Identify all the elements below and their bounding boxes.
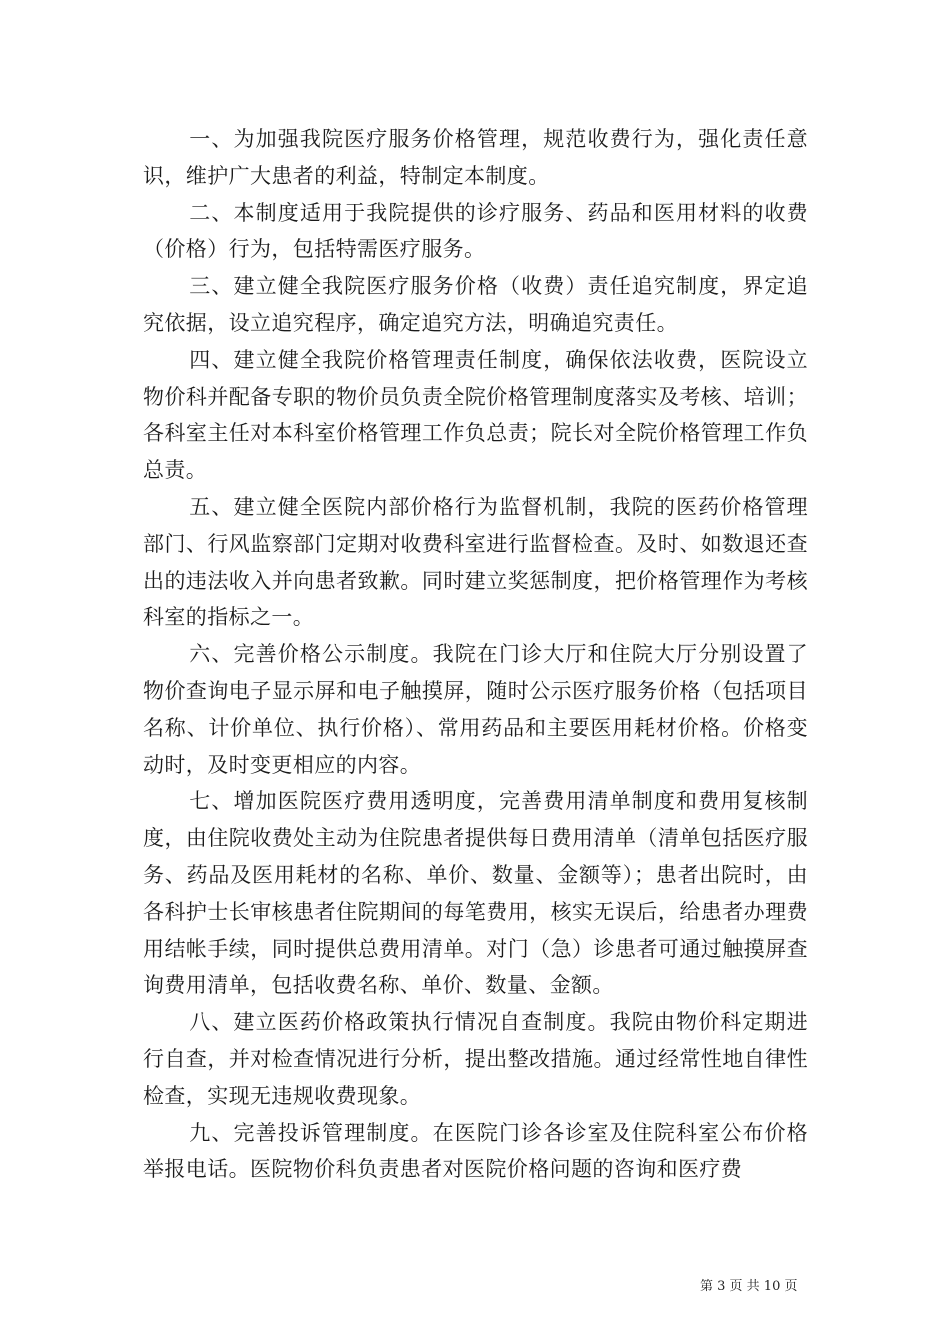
paragraph-1: 一、为加强我院医疗服务价格管理，规范收费行为，强化责任意识，维护广大患者的利益，特制定本制度。: [143, 127, 808, 188]
paragraph-9: 九、完善投诉管理制度。在医院门诊各诊室及住院科室公布价格举报电话。医院物价科负责患者对医院价格问题的咨询和医疗费: [143, 1120, 808, 1182]
paragraph-5: 五、建立健全医院内部价格行为监督机制，我院的医药价格管理部门、行风监察部门定期对收费科室进行监督检查。及时、如数退还查出的违法收入并向患者致歉。同时建立奖惩制度，把价格管理作为考核科室的指标之一。: [143, 494, 808, 630]
paragraph-4: 四、建立健全我院价格管理责任制度，确保依法收费，医院设立物价科并配备专职的物价员负责全院价格管理制度落实及考核、培训；各科室主任对本科室价格管理工作负总责；院长对全院价格管理工作负总责。: [143, 347, 808, 483]
paragraph-6: 六、完善价格公示制度。我院在门诊大厅和住院大厅分别设置了物价查询电子显示屏和电子触摸屏，随时公示医疗服务价格（包括项目名称、计价单位、执行价格）、常用药品和主要医用耗材价格。价格变动时，及时变更相应的内容。: [143, 642, 808, 777]
paragraph-2: 二、本制度适用于我院提供的诊疗服务、药品和医用材料的收费（价格）行为，包括特需医疗服务。: [143, 200, 808, 262]
paragraph-3: 三、建立健全我院医疗服务价格（收费）责任追究制度，界定追究依据，设立追究程序，确定追究方法，明确追究责任。: [143, 274, 808, 335]
page-number-footer: 第 3 页 共 10 页: [700, 1279, 798, 1294]
paragraph-8: 八、建立医药价格政策执行情况自查制度。我院由物价科定期进行自查，并对检查情况进行分析，提出整改措施。通过经常性地自律性检查，实现无违规收费现象。: [143, 1010, 808, 1108]
paragraph-7: 七、增加医院医疗费用透明度，完善费用清单制度和费用复核制度，由住院收费处主动为住院患者提供每日费用清单（清单包括医疗服务、药品及医用耗材的名称、单价、数量、金额等）；患者出院时，由各科护士长审核患者住院期间的每笔费用，核实无误后，给患者办理费用结帐手续，同时提供总费用清单。对门（急）诊患者可通过触摸屏查询费用清单，包括收费名称、单价、数量、金额。: [143, 789, 808, 998]
document-body: [143, 121, 808, 1188]
